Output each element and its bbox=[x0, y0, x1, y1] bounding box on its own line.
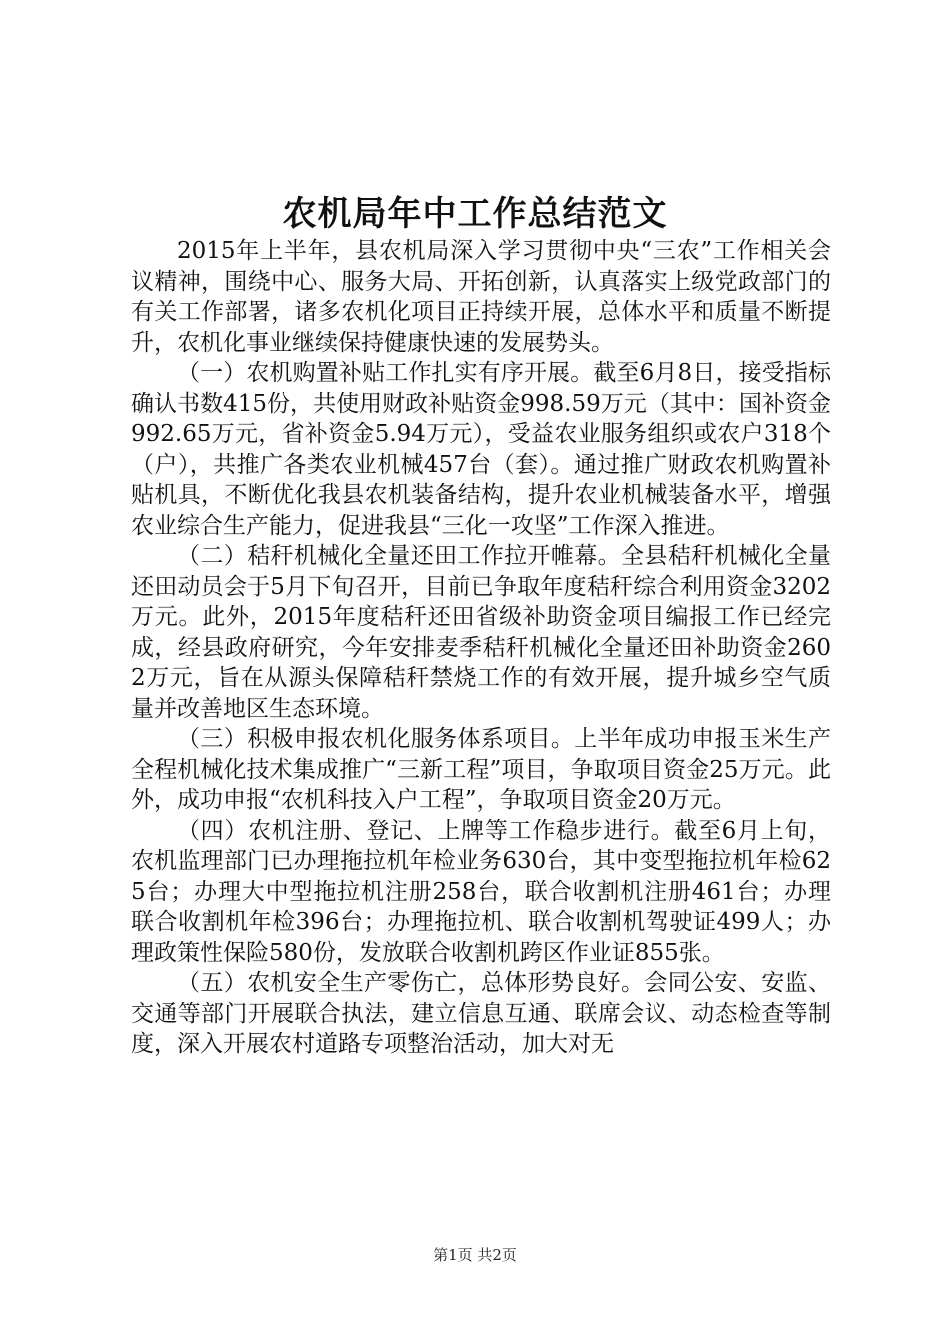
paragraph-safety: （五）农机安全生产零伤亡，总体形势良好。会同公安、安监、交通等部门开展联合执法，建立信息互通、联席会议、动态检查等制度，深入开展农村道路专项整治活动，加大对无 bbox=[131, 970, 831, 1057]
document-title: 农机局年中工作总结范文 bbox=[282, 194, 668, 234]
paragraph-registration: （四）农机注册、登记、上牌等工作稳步进行。截至6月上旬，农机监理部门已办理拖拉机年检业务630台，其中变型拖拉机年检625台；办理大中型拖拉机注册258台，联合收割机注册461台；办理联合收割机年检396台；办理拖拉机、联合收割机驾驶证499人；办理政策性保险580份，发放联合收割机跨区作业证855张。 bbox=[131, 817, 831, 966]
document-body bbox=[131, 236, 831, 1060]
paragraph-subsidy: （一）农机购置补贴工作扎实有序开展。截至6月8日，接受指标确认书数415份，共使用财政补贴资金998.59万元（其中：国补资金992.65万元，省补资金5.94万元），受益农业服务组织或农户318个（户），共推广各类农业机械457台（套）。通过推广财政农机购置补贴机具，不断优化我县农机装备结构，提升农业机械装备水平，增强农业综合生产能力，促进我县“三化一攻坚”工作深入推进。 bbox=[131, 360, 831, 539]
paragraph-service-system: （三）积极申报农机化服务体系项目。上半年成功申报玉米生产全程机械化技术集成推广“三新工程”项目，争取项目资金25万元。此外，成功申报“农机科技入户工程”，争取项目资金20万元。 bbox=[131, 726, 831, 813]
page-footer: 第1页 共2页 bbox=[433, 1246, 517, 1264]
paragraph-straw: （二）秸秆机械化全量还田工作拉开帷幕。全县秸秆机械化全量还田动员会于5月下旬召开，目前已争取年度秸秆综合利用资金3202万元。此外，2015年度秸秆还田省级补助资金项目编报工作已经完成，经县政府研究，今年安排麦季秸秆机械化全量还田补助资金2602万元，旨在从源头保障秸秆禁烧工作的有效开展，提升城乡空气质量并改善地区生态环境。 bbox=[131, 543, 831, 722]
paragraph-intro: 2015年上半年，县农机局深入学习贯彻中央“三农”工作相关会议精神，围绕中心、服务大局、开拓创新，认真落实上级党政部门的有关工作部署，诸多农机化项目正持续开展，总体水平和质量不断提升，农机化事业继续保持健康快速的发展势头。 bbox=[131, 238, 831, 356]
